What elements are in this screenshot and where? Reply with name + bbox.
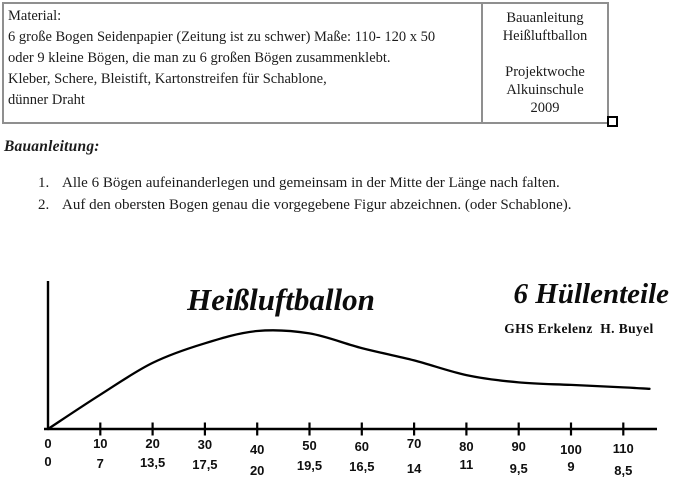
chart-credit: GHS Erkelenz H. Buyel [504,321,654,336]
width-value-label: 19,5 [296,458,323,473]
width-value-label: 16,5 [349,459,375,474]
width-value-label: 20 [249,463,265,478]
title-cell-line: Projektwoche [505,64,585,80]
width-value-label: 9 [567,459,575,474]
chart-subtitle: 6 Hüllenteile [513,278,669,310]
axis-labels [44,436,633,478]
x-tick-label: 70 [406,436,422,451]
list-item-text: Auf den obersten Bogen genau die vorgegebene Figur abzeichnen. (oder Schablone). [62,196,572,213]
material-line: Kleber, Schere, Bleistift, Kartonstreifen für Schablone, [8,71,327,87]
width-value-label: 13,5 [139,455,166,470]
x-tick-label: 110 [612,441,634,456]
list-item-text: Alle 6 Bögen aufeinanderlegen und gemeinsam in der Mitte der Länge nach falten. [62,175,560,191]
width-value-label: 11 [459,457,474,472]
x-tick-label: 30 [197,437,213,452]
x-tick-label: 10 [93,436,108,451]
title-cell-line: Heißluftballon [502,28,588,44]
width-value-label: 8,5 [614,463,633,478]
list-item-number: 2. [38,196,50,213]
list-item [38,173,572,195]
width-value-label: 17,5 [192,457,218,472]
balloon-gore-chart [0,255,678,493]
material-line: dünner Draht [8,92,85,108]
instructions-list [38,173,572,216]
title-cell-line: Alkuinschule [506,82,584,98]
x-tick-label: 0 [44,436,52,451]
material-line: oder 9 kleine Bögen, die man zu 6 großen Bögen zusammenklebt. [8,50,391,66]
list-item [38,195,572,217]
title-cell-line: Bauanleitung [506,10,584,26]
x-tick-label: 20 [145,436,160,451]
x-tick-label: 50 [302,438,317,453]
title-cell [483,4,607,122]
x-tick-label: 100 [560,442,582,457]
x-tick-label: 90 [511,439,526,454]
list-item-number: 1. [38,175,50,191]
material-line: Material: [8,8,62,24]
width-value-label: 14 [406,461,422,476]
width-value-label: 9,5 [509,461,528,476]
material-line: 6 große Bogen Seidenpapier (Zeitung ist zu schwer) Maße: 110- 120 x 50 [8,29,436,45]
title-cell-line [485,45,605,63]
header-table [2,2,609,124]
object-anchor-marker [607,116,618,127]
width-value-label: 7 [96,456,104,471]
width-value-label: 0 [44,454,52,469]
instructions-heading: Bauanleitung: [4,138,100,155]
chart-title: Heißluftballon [187,282,375,317]
x-tick-label: 60 [354,439,370,454]
gore-curve [48,330,650,429]
title-cell-line: 2009 [530,100,560,116]
x-tick-label: 80 [459,439,474,454]
x-tick-label: 40 [249,442,265,457]
material-cell [4,4,483,122]
